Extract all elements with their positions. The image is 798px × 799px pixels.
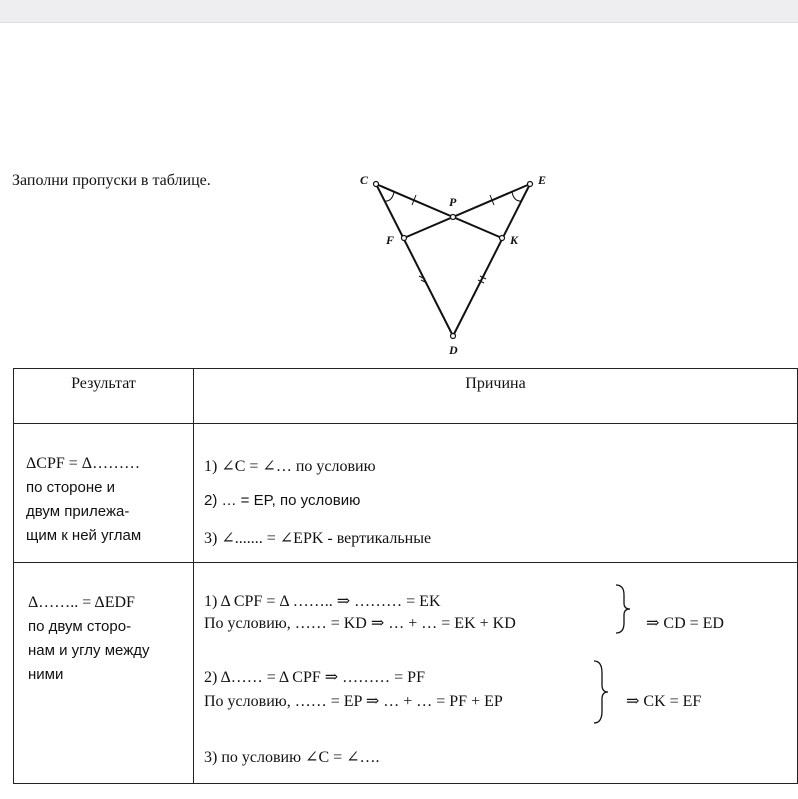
label-P: P [449,195,457,209]
label-D: D [449,343,458,357]
segment-CD [376,184,453,336]
segment-CK [376,184,502,238]
row1-reason-line: 2) … = EP, по условию [204,492,361,509]
label-C: C [360,173,369,187]
brace-icon [614,583,634,635]
brace-icon [592,659,612,725]
row2-reason-line: По условию, …… = KD ⇒ … + … = EK + KD [204,615,516,632]
label-F: F [386,233,395,247]
row2-reason-line: 1) Δ CPF = Δ …….. ⇒ ……… = EK [204,593,441,610]
row1-result-line: двум прилежа- [26,503,130,520]
segment-ED [453,184,530,336]
segment-EF [404,184,530,238]
solution-table [13,368,798,784]
row2-result-line: нам и углу между [28,642,150,659]
row2-reason-line: 3) по условию ∠C = ∠…. [204,749,380,766]
row2-reason-line: 2) Δ…… = Δ CPF ⇒ ……… = PF [204,669,425,686]
row1-result-line: щим к ней углам [26,527,142,544]
row1-reason [194,424,798,563]
row2-result-line: ними [28,666,64,683]
label-E: E [538,173,547,187]
row2-conclusion-1: ⇒ CD = ED [646,615,724,632]
header-result: Результат [14,369,194,424]
browser-top-bar [0,0,798,23]
row2-reason [194,563,798,784]
row1-result-line: по стороне и [26,479,116,496]
row2-conclusion-2: ⇒ CK = EF [626,693,702,710]
row2-result-line: Δ…….. = ΔEDF [28,594,135,611]
instruction-text: Заполни пропуски в таблице. [12,172,211,189]
row1-result [14,424,194,563]
row1-result-line: ΔCPF = Δ……… [26,455,141,472]
geometry-figure [350,168,550,360]
label-K: K [510,233,519,247]
row2-reason-line: По условию, …… = EP ⇒ … + … = PF + EP [204,693,503,710]
header-reason: Причина [194,369,798,424]
row1-reason-line: 3) ∠....... = ∠EPK - вертикальные [204,530,432,547]
row1-reason-line: 1) ∠C = ∠… по условию [204,458,376,475]
row2-result [14,563,194,784]
row2-result-line: по двум сторо- [28,618,132,635]
